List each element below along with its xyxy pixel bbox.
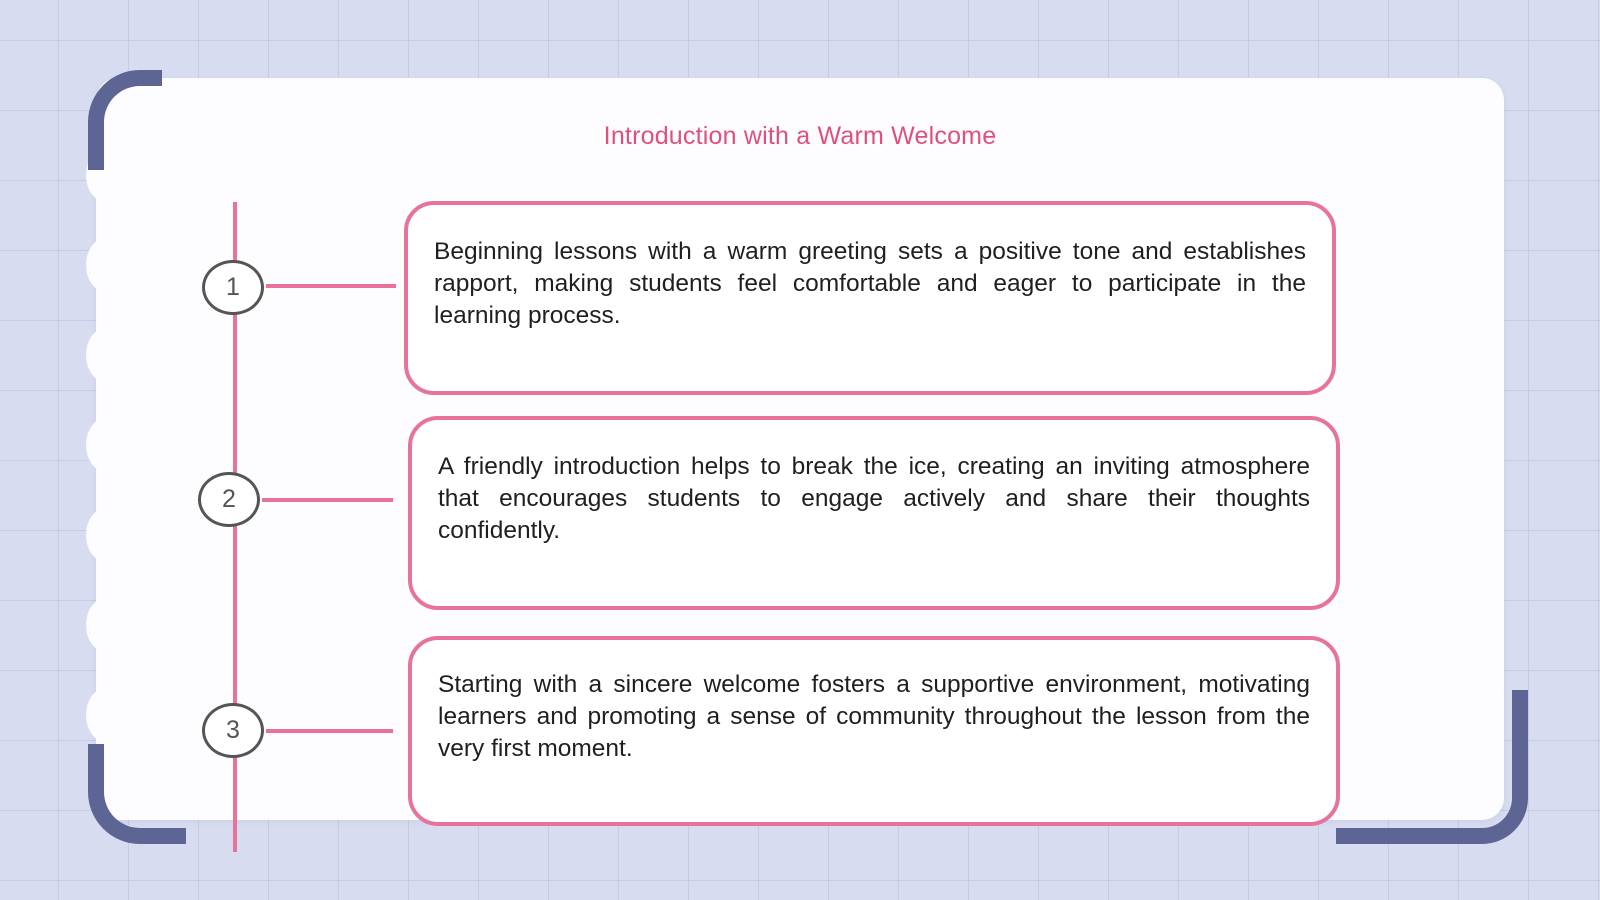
scallop-edge bbox=[86, 328, 126, 382]
step-card-1 bbox=[404, 201, 1336, 395]
step-number-badge-2: 2 bbox=[198, 472, 260, 527]
scallop-edge bbox=[86, 508, 126, 562]
connector-line-2 bbox=[262, 498, 393, 502]
step-card-2 bbox=[408, 416, 1340, 610]
step-card-text: Beginning lessons with a warm greeting sets a positive tone and establishes rapport, making students feel comfortable and eager to participate in the learning process. bbox=[434, 238, 1306, 329]
step-card-text: A friendly introduction helps to break the ice, creating an inviting atmosphere that encourages students to engage actively and share their thoughts confidently. bbox=[438, 453, 1310, 544]
scallop-edge bbox=[86, 688, 126, 742]
step-card-3 bbox=[408, 636, 1340, 826]
connector-line-1 bbox=[266, 284, 396, 288]
corner-bracket-bottom-left bbox=[88, 744, 186, 844]
corner-bracket-bottom-right bbox=[1336, 690, 1528, 844]
step-number-badge-3: 3 bbox=[202, 703, 264, 758]
connector-line-3 bbox=[266, 729, 393, 733]
scallop-edge bbox=[86, 598, 126, 652]
corner-bracket-top-left bbox=[88, 70, 162, 170]
slide-title: Introduction with a Warm Welcome bbox=[603, 122, 997, 150]
scallop-edge bbox=[86, 418, 126, 472]
scallop-edge bbox=[86, 238, 126, 292]
step-card-text: Starting with a sincere welcome fosters a supportive environment, motivating learners and promoting a sense of community throughout the lesson from the very first moment. bbox=[438, 671, 1310, 762]
step-number-badge-1: 1 bbox=[202, 260, 264, 315]
